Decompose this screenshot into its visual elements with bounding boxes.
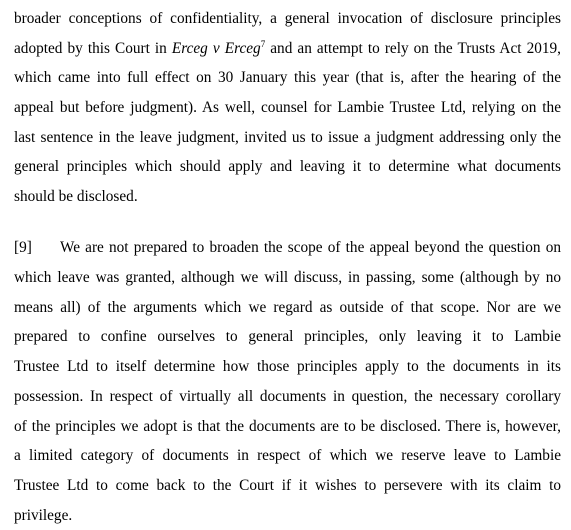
text-segment: adopted by this Court in <box>14 39 172 57</box>
text-line: Trustee Ltd to itself determine how those principles apply to the documents in its <box>14 358 561 376</box>
text-line: privilege. <box>14 506 73 524</box>
paragraph-9 <box>14 233 561 530</box>
paragraph-8-continued <box>14 4 561 212</box>
text-line-with-case-citation <box>14 34 561 64</box>
text-line: broader conceptions of confidentiality, a general invocation of disclosure principles <box>14 10 561 27</box>
paragraph-gap <box>14 212 561 234</box>
text-line: prepared to confine ourselves to general principles, only leaving it to Lambie <box>14 328 561 346</box>
text-line: means all) of the arguments which we regard as outside of that scope. Nor are we <box>14 298 561 316</box>
text-line: should be disclosed. <box>14 188 138 206</box>
text-line: general principles which should apply and leaving it to determine what documents <box>14 158 561 176</box>
text-line: possession. In respect of virtually all documents in question, the necessary corollary <box>14 387 561 405</box>
footnote-reference[interactable]: 7 <box>260 38 266 49</box>
text-segment: the Trusts Act 2019, <box>434 39 561 57</box>
text-line: last sentence in the leave judgment, invited us to issue a judgment addressing only the <box>14 128 561 146</box>
judgment-document <box>14 4 561 530</box>
case-name: Erceg v Erceg <box>171 39 261 57</box>
text-line: Trustee Ltd to come back to the Court if it wishes to persevere with its claim to <box>14 476 561 494</box>
text-line: which came into full effect on 30 January this year (that is, after the hearing of the <box>14 69 561 87</box>
text-line: of the principles we adopt is that the documents are to be disclosed. There is, however, <box>14 417 561 435</box>
text-line: which leave was granted, although we will discuss, in passing, some (although by no <box>14 269 561 287</box>
text-segment: and an attempt to rely on <box>265 39 435 57</box>
text-segment: We are not prepared to broaden the scope of the appeal beyond the question on <box>60 239 561 257</box>
paragraph-first-line <box>14 233 561 263</box>
paragraph-number: [9] <box>14 239 32 257</box>
text-line: a limited category of documents in respect of which we reserve leave to Lambie <box>14 447 561 465</box>
text-line: appeal but before judgment). As well, counsel for Lambie Trustee Ltd, relying on the <box>14 99 561 117</box>
